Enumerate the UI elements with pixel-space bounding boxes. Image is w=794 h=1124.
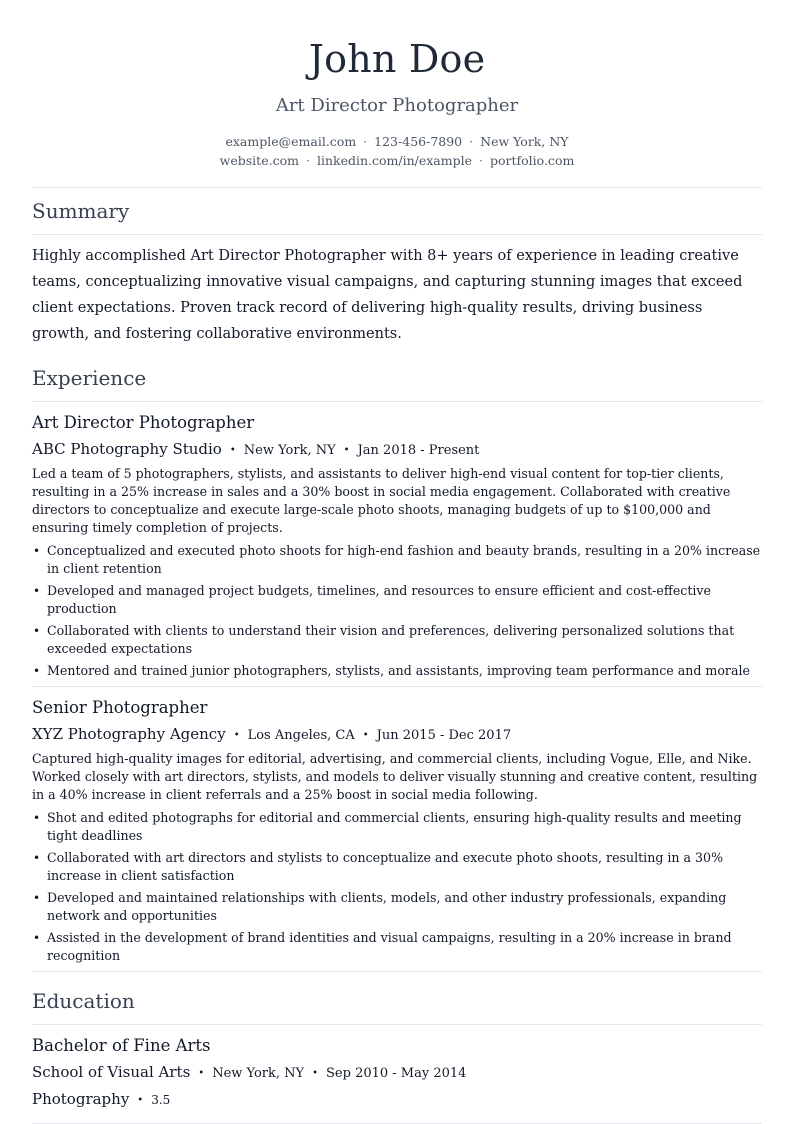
education-dates: Sep 2010 - May 2014 [326,1066,467,1081]
job-entry [32,687,762,965]
job-description: Captured high-quality images for editorial, advertising, and commercial clients, including Vogue, Elle, and Nike. Worked closely with art directors, stylists, and models to deliver visually stunning and creative content, resulting in a 40% increase in client referrals and a 25% boost in social media following. [32,751,758,802]
list-item: • Shot and edited photographs for editorial and commercial clients, ensuring high-quality results and meeting tight deadlines [32,809,762,845]
separator: · [305,153,310,168]
job-dates: Jan 2018 - Present [357,443,480,458]
field-of-study: Photography [32,1090,130,1108]
candidate-title: Art Director Photographer [275,95,519,116]
list-item: • Collaborated with art directors and stylists to conceptualize and execute photo shoots, resulting in a 30% increase in client satisfaction [32,849,762,885]
separator: · [363,134,368,149]
job-location: Los Angeles, CA [247,728,355,743]
job-entry [32,402,762,680]
company-name: XYZ Photography Agency [32,725,226,743]
job-bullets [32,542,762,680]
summary-heading: Summary [32,199,130,223]
list-item: • Mentored and trained junior photographers, stylists, and assistants, improving team performance and morale [32,662,762,680]
list-item: • Assisted in the development of brand identities and visual campaigns, resulting in a 20% increase in brand recognition [32,929,762,965]
degree-title: Bachelor of Fine Arts [32,1036,211,1055]
job-dates: Jun 2015 - Dec 2017 [376,728,512,743]
school-location: New York, NY [212,1066,305,1081]
bullet-separator: • [362,730,369,741]
list-item: • Developed and managed project budgets, timelines, and resources to ensure efficient and cost-effective production [32,582,762,618]
bullet-separator: • [229,445,236,456]
education-field-meta [32,1089,762,1111]
education-heading: Education [32,989,135,1013]
school-name: School of Visual Arts [32,1063,191,1081]
candidate-name: John Doe [308,37,486,81]
company-name: ABC Photography Studio [32,440,222,458]
education-entry [32,1025,762,1111]
bullet-separator: • [137,1095,144,1106]
bullet-separator: • [233,730,240,741]
job-bullets [32,809,762,965]
list-item: • Developed and maintained relationships with clients, models, and other industry professionals, expanding network and opportunities [32,889,762,925]
linkedin-link[interactable]: linkedin.com/in/example [316,153,472,168]
bullet-separator: • [343,445,350,456]
phone-text: 123-456-7890 [374,134,463,149]
gpa-value: 3.5 [151,1093,171,1107]
job-description: Led a team of 5 photographers, stylists, and assistants to deliver high-end visual content for top-tier clients, resulting in a 25% increase in sales and a 30% boost in social media engagement. Collaborated with creative directors to conceptualize and execute large-scale photo shoots, managing budgets of up to $100,000 and ensuring timely completion of projects. [32,466,731,535]
resume-header [32,0,762,170]
bullet-separator: • [198,1068,205,1079]
education-meta [32,1062,762,1084]
location-text: New York, NY [480,134,569,149]
email-link[interactable]: example@email.com [225,134,357,149]
contact-line-1 [32,132,762,151]
portfolio-link[interactable]: portfolio.com [489,153,575,168]
bullet-separator: • [312,1068,319,1079]
job-meta [32,439,762,461]
job-title: Art Director Photographer [32,413,255,432]
experience-heading: Experience [32,366,147,390]
separator: · [469,134,474,149]
separator: · [479,153,483,168]
list-item: • Conceptualized and executed photo shoots for high-end fashion and beauty brands, resulting in a 20% increase in client retention [32,542,762,578]
job-meta [32,724,762,746]
contact-line-2 [32,151,762,170]
website-link[interactable]: website.com [219,153,299,168]
job-location: New York, NY [243,443,336,458]
summary-text: Highly accomplished Art Director Photographer with 8+ years of experience in leading creative teams, conceptualizing innovative visual campaigns, and capturing stunning images that exceed client expectations. Proven track record of delivering high-quality results, driving business growth, and fostering collaborative environments. [32,248,743,342]
job-title: Senior Photographer [32,698,208,717]
list-item: • Collaborated with clients to understand their vision and preferences, delivering personalized solutions that exceeded expectations [32,622,762,658]
